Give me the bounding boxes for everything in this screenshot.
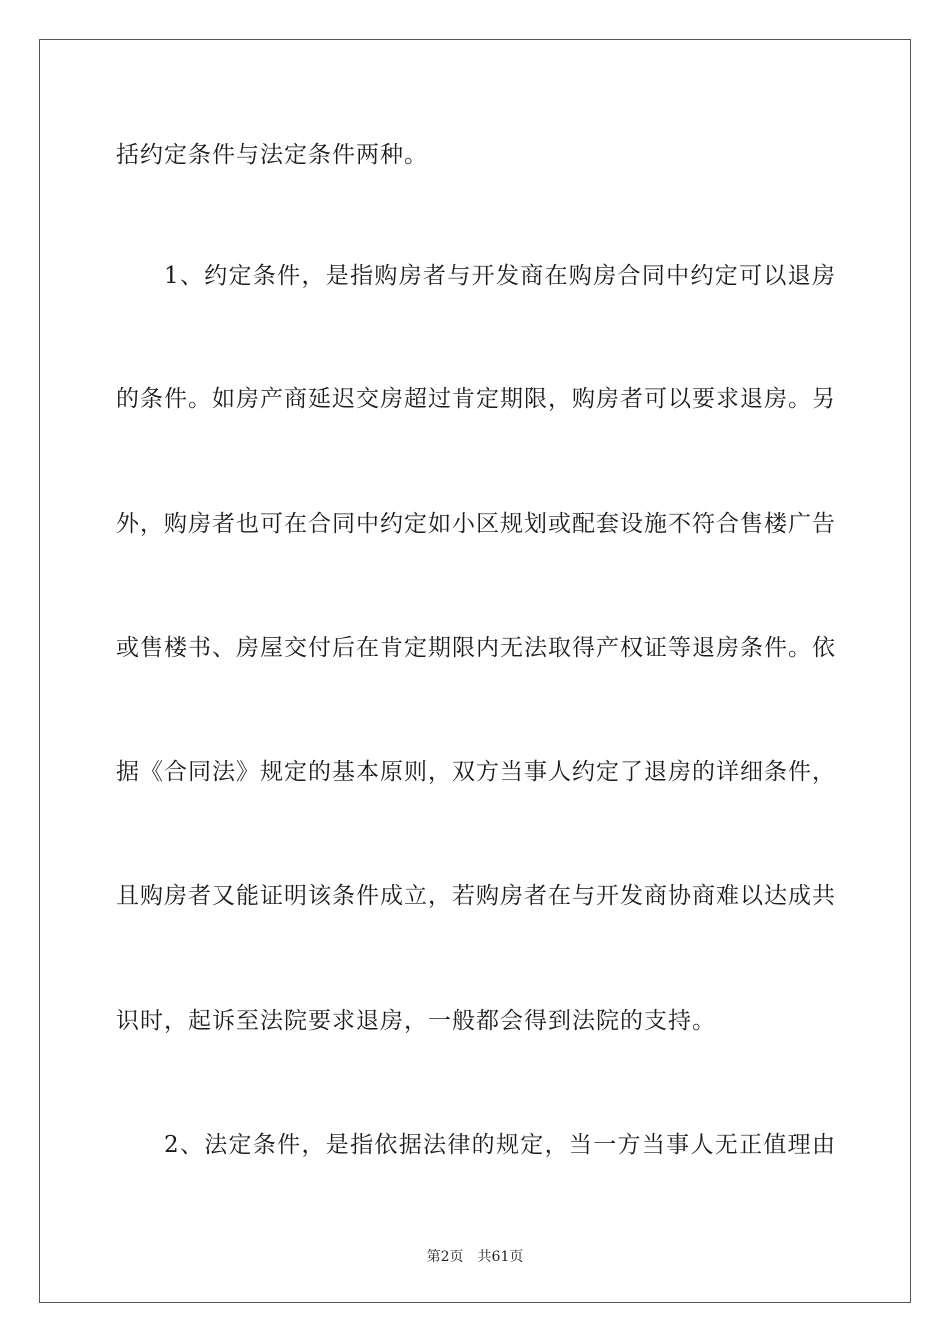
page-number: 第2页 [426, 1249, 464, 1265]
page-total: 共61页 [477, 1249, 524, 1265]
paragraph-line: 2、法定条件，是指依据法律的规定，当一方当事人无正值理由 [164, 1132, 836, 1158]
paragraph-line: 外，购房者也可在合同中约定如小区规划或配套设施不符合售楼广告 [116, 511, 836, 537]
paragraph-line: 识时，起诉至法院要求退房，一般都会得到法院的支持。 [116, 1008, 716, 1034]
paragraph-line: 1、约定条件，是指购房者与开发商在购房合同中约定可以退房 [164, 263, 836, 289]
paragraph-line: 且购房者又能证明该条件成立，若购房者在与开发商协商难以达成共 [116, 883, 836, 909]
page-footer [0, 1248, 950, 1266]
paragraph-line: 据《合同法》规定的基本原则，双方当事人约定了退房的详细条件， [116, 759, 836, 785]
page-border [39, 39, 911, 1303]
paragraph-line: 括约定条件与法定条件两种。 [116, 142, 428, 168]
paragraph-line: 或售楼书、房屋交付后在肯定期限内无法取得产权证等退房条件。依 [116, 635, 836, 661]
paragraph-line: 的条件。如房产商延迟交房超过肯定期限，购房者可以要求退房。另 [116, 386, 836, 412]
